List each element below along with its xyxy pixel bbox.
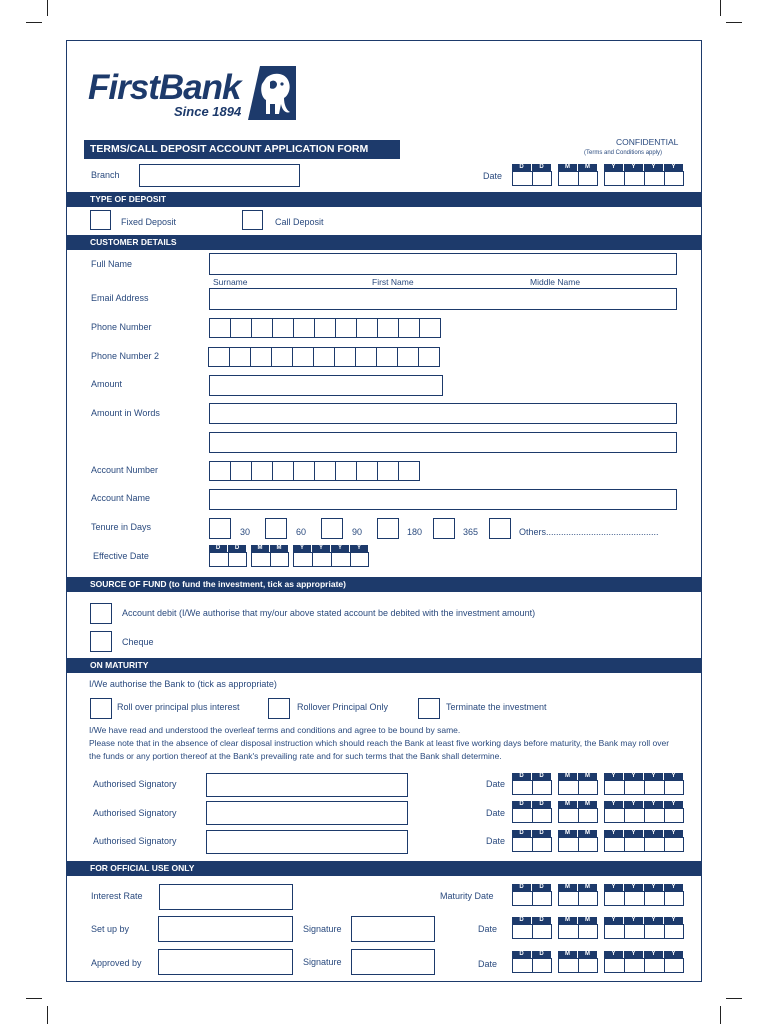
- signatory-1-date-label: Date: [486, 779, 506, 789]
- tenure-60-label: 60: [296, 527, 307, 537]
- call-deposit-label: Call Deposit: [275, 217, 324, 227]
- fixed-deposit-label: Fixed Deposit: [121, 217, 177, 227]
- account-number-input[interactable]: [209, 461, 420, 481]
- tenure-30-checkbox[interactable]: [209, 518, 231, 539]
- rollover-principal-checkbox[interactable]: [268, 698, 290, 719]
- call-deposit-checkbox[interactable]: [242, 210, 263, 230]
- type-of-deposit-heading: TYPE OF DEPOSIT: [66, 192, 702, 207]
- tenure-365-checkbox[interactable]: [433, 518, 455, 539]
- set-up-signature-label: Signature: [303, 924, 342, 934]
- phone2-label: Phone Number 2: [91, 351, 160, 361]
- signatory-1-input[interactable]: [206, 773, 408, 797]
- maturity-date-label: Maturity Date: [440, 891, 494, 901]
- crop-mark: [26, 22, 42, 23]
- approved-signature-label: Signature: [303, 957, 342, 967]
- account-name-input[interactable]: [209, 489, 677, 510]
- approved-by-input[interactable]: [158, 949, 293, 975]
- customer-details-heading: CUSTOMER DETAILS: [66, 235, 702, 250]
- crop-mark: [726, 22, 742, 23]
- tenure-60-checkbox[interactable]: [265, 518, 287, 539]
- phone-label: Phone Number: [91, 322, 152, 332]
- brand-wordmark: FirstBank: [88, 68, 241, 107]
- signatory-2-input[interactable]: [206, 801, 408, 825]
- surname-caption: Surname: [213, 277, 248, 287]
- fixed-deposit-checkbox[interactable]: [90, 210, 111, 230]
- signatory-2-date-field[interactable]: D D M M Y Y Y Y: [512, 801, 684, 823]
- tenure-others-label: Others.............................................: [519, 527, 659, 537]
- effective-date-label: Effective Date: [93, 551, 149, 561]
- header-date-field[interactable]: D D M M Y Y Y Y: [512, 164, 684, 186]
- form-title: TERMS/CALL DEPOSIT ACCOUNT APPLICATION FORM: [84, 140, 400, 159]
- official-use-heading: FOR OFFICIAL USE ONLY: [66, 861, 702, 876]
- cheque-label: Cheque: [122, 637, 154, 647]
- crop-mark: [720, 0, 721, 16]
- full-name-input[interactable]: [209, 253, 677, 275]
- account-number-label: Account Number: [91, 465, 159, 475]
- first-name-caption: First Name: [372, 277, 414, 287]
- signatory-2-date-label: Date: [486, 808, 506, 818]
- approved-signature-input[interactable]: [351, 949, 435, 975]
- set-up-by-label: Set up by: [91, 924, 130, 934]
- tenure-30-label: 30: [240, 527, 251, 537]
- amount-label: Amount: [91, 379, 123, 389]
- tenure-others-checkbox[interactable]: [489, 518, 511, 539]
- tenure-90-label: 90: [352, 527, 363, 537]
- agreement-text: I/We have read and understood the overleaf terms and conditions and agree to be bound by same.: [89, 725, 461, 735]
- signatory-3-label: Authorised Signatory: [93, 836, 177, 846]
- terms-note: (Terms and Conditions apply): [584, 150, 663, 156]
- interest-rate-input[interactable]: [159, 884, 293, 910]
- terminate-label: Terminate the investment: [446, 702, 547, 712]
- branch-input[interactable]: [139, 164, 300, 187]
- crop-mark: [47, 1006, 48, 1024]
- amount-words-label: Amount in Words: [91, 408, 160, 418]
- brand-since: Since 1894: [174, 104, 242, 119]
- terminate-checkbox[interactable]: [418, 698, 440, 719]
- set-up-signature-input[interactable]: [351, 916, 435, 942]
- approved-date-label: Date: [478, 959, 498, 969]
- tenure-180-checkbox[interactable]: [377, 518, 399, 539]
- email-input[interactable]: [209, 288, 677, 310]
- signatory-3-date-field[interactable]: D D M M Y Y Y Y: [512, 830, 684, 852]
- rollover-plus-interest-label: Roll over principal plus interest: [117, 702, 240, 712]
- account-debit-checkbox[interactable]: [90, 603, 112, 624]
- signatory-2-label: Authorised Signatory: [93, 808, 177, 818]
- on-maturity-heading: ON MATURITY: [66, 658, 702, 673]
- cheque-checkbox[interactable]: [90, 631, 112, 652]
- rollover-principal-label: Rollover Principal Only: [297, 702, 389, 712]
- rollover-plus-interest-checkbox[interactable]: [90, 698, 112, 719]
- tenure-365-label: 365: [463, 527, 479, 537]
- full-name-label: Full Name: [91, 259, 133, 269]
- maturity-date-field[interactable]: D D M M Y Y Y Y: [512, 884, 684, 906]
- email-label: Email Address: [91, 293, 149, 303]
- phone2-input[interactable]: [208, 347, 440, 367]
- authorise-instruction: I/We authorise the Bank to (tick as appropriate): [89, 679, 277, 689]
- set-up-date-field[interactable]: D D M M Y Y Y Y: [512, 917, 684, 939]
- effective-date-field[interactable]: D D M M Y Y Y Y: [209, 545, 369, 567]
- confidential-label: CONFIDENTIAL: [616, 137, 679, 147]
- date-label: Date: [483, 171, 503, 181]
- approved-by-label: Approved by: [91, 958, 142, 968]
- tenure-90-checkbox[interactable]: [321, 518, 343, 539]
- phone-input[interactable]: [209, 318, 441, 338]
- signatory-1-date-field[interactable]: D D M M Y Y Y Y: [512, 773, 684, 795]
- interest-rate-label: Interest Rate: [91, 891, 143, 901]
- elephant-logo-icon: [246, 64, 298, 122]
- crop-mark: [26, 998, 42, 999]
- disposal-instruction-text: Please note that in the absence of clear disposal instruction which should reach the Bank at least five working days before maturity, the Bank may roll over the funds or any portion thereof at the Bank's prevailing rate and for such terms that the Bank shall determine.: [89, 738, 670, 761]
- amount-words-input[interactable]: [209, 403, 677, 424]
- crop-mark: [720, 1006, 721, 1024]
- signatory-3-date-label: Date: [486, 836, 506, 846]
- set-up-date-label: Date: [478, 924, 498, 934]
- crop-mark: [726, 998, 742, 999]
- amount-words-input-line2[interactable]: [209, 432, 677, 453]
- set-up-by-input[interactable]: [158, 916, 293, 942]
- middle-name-caption: Middle Name: [530, 277, 581, 287]
- tenure-180-label: 180: [407, 527, 423, 537]
- source-of-fund-heading: SOURCE OF FUND (to fund the investment, tick as appropriate): [66, 577, 702, 592]
- approved-date-field[interactable]: D D M M Y Y Y Y: [512, 951, 684, 973]
- signatory-1-label: Authorised Signatory: [93, 779, 177, 789]
- branch-label: Branch: [91, 170, 120, 180]
- account-debit-label: Account debit (I/We authorise that my/our above stated account be debited with the investment amount): [122, 608, 536, 618]
- tenure-label: Tenure in Days: [91, 522, 152, 532]
- crop-mark: [47, 0, 48, 16]
- amount-input[interactable]: [209, 375, 443, 396]
- signatory-3-input[interactable]: [206, 830, 408, 854]
- account-name-label: Account Name: [91, 493, 151, 503]
